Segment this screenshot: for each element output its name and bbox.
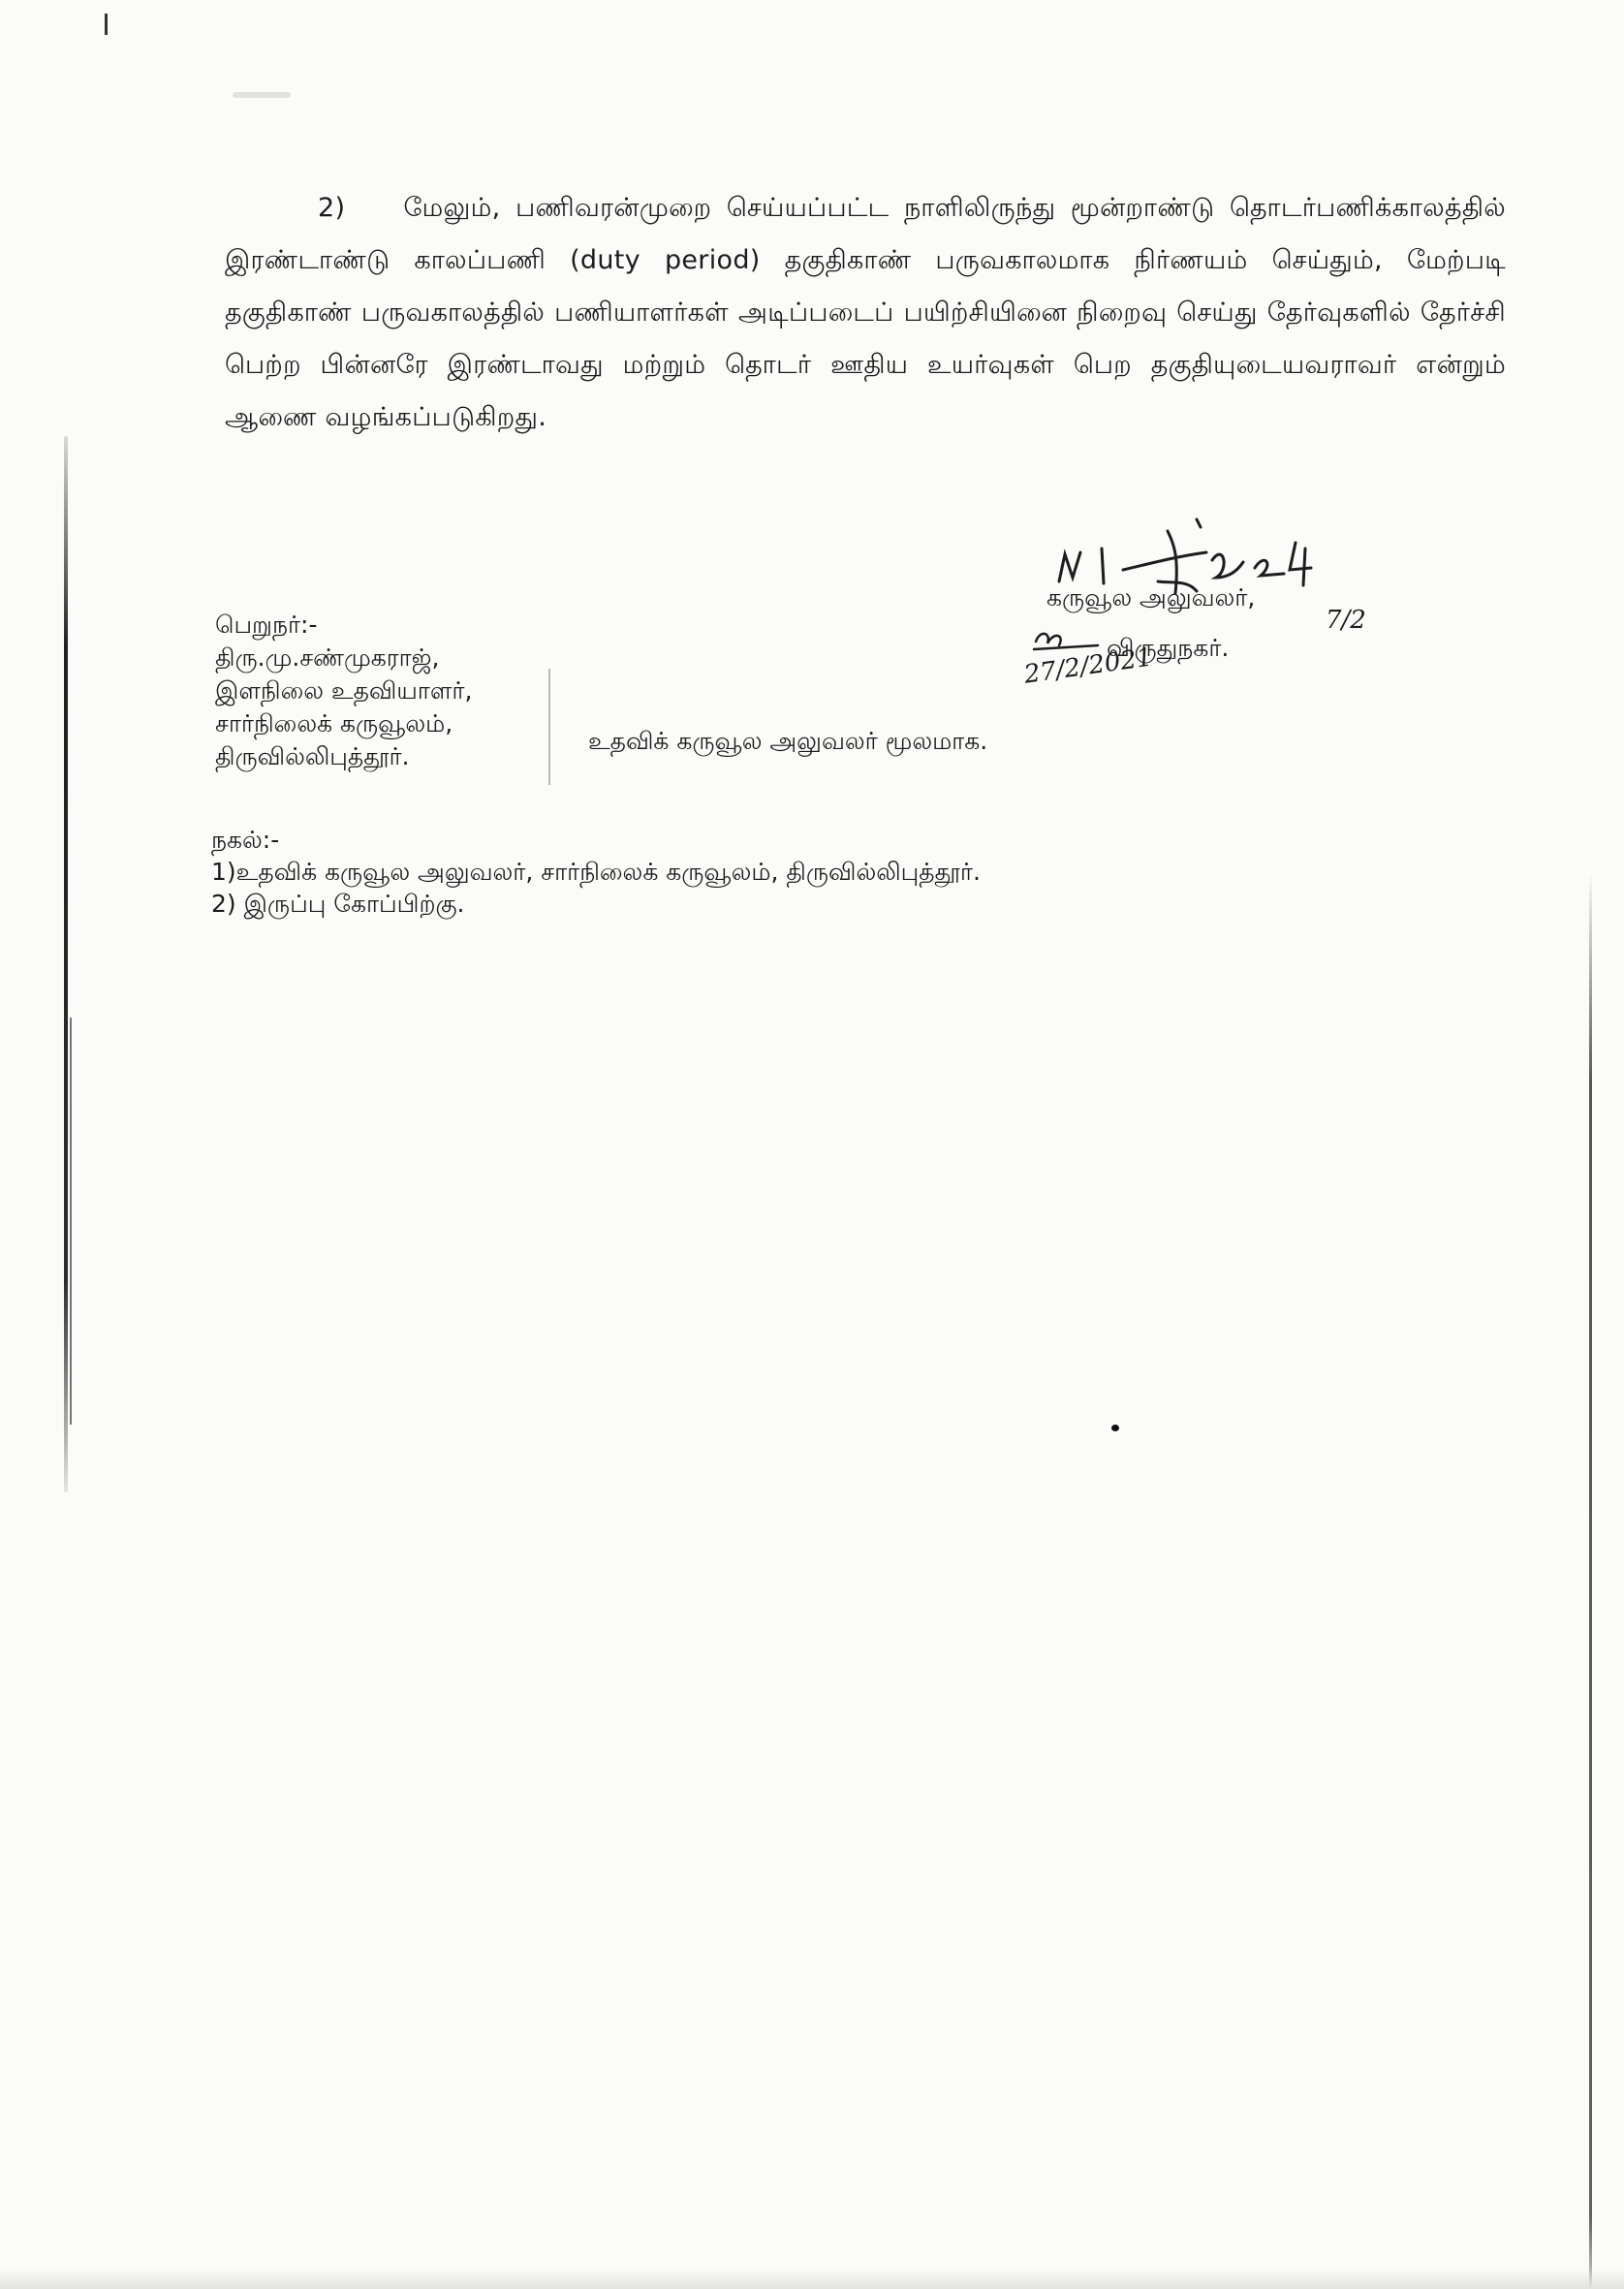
recipient-block (215, 609, 472, 773)
routing-note: உதவிக் கருவூல அலுவலர் மூலமாக. (588, 727, 988, 755)
signature-initial: 7/2 (1326, 606, 1366, 635)
recipient-line: திருவில்லிபுத்தூர். (215, 742, 410, 770)
scan-edge-shadow-right (1589, 872, 1592, 2287)
signatory-designation: கருவூல அலுவலர், (1046, 583, 1256, 611)
signature-date: 27/2/2021 (1022, 643, 1155, 690)
scan-mark (105, 14, 108, 35)
recipient-line: சார்நிலைக் கருவூலம், (215, 709, 453, 737)
copy-to-heading: நகல்:- (211, 826, 280, 854)
copy-to-item: 2) இருப்பு கோப்பிற்கு. (211, 890, 465, 918)
copy-to-item: 1)உதவிக் கருவூல அலுவலர், சார்நிலைக் கருவூலம், திருவில்லிபுத்தூர். (211, 858, 981, 886)
paragraph-text: மேலும், பணிவரன்முறை செய்யப்பட்ட நாளிலிருந்து மூன்றாண்டு தொடர்பணிக்காலத்தில் இரண்டாண்டு காலப்பணி (duty period) தகுதிகாண் பருவகாலமாக நிர்ணயம் செய்தும், மேற்படி தகுதிகாண் பருவகாலத்தில் பணியாளர்கள் அடிப்படைப் பயிற்சியினை நிறைவு செய்து தேர்வுகளில் தேர்ச்சி பெற்ற பின்னரே இரண்டாவது மற்றும் தொடர் ஊதிய உயர்வுகள் பெற தகுதியுடையவராவர் என்றும் ஆணை வழங்கப்படுகிறது. (225, 193, 1506, 432)
recipient-heading: பெறுநர்:- (215, 611, 318, 639)
scan-edge-shadow-left (64, 436, 68, 1492)
scan-edge-shadow-left-inner (70, 1018, 72, 1425)
recipient-line: இளநிலை உதவியாளர், (215, 676, 473, 705)
order-paragraph (225, 182, 1506, 444)
recipient-line: திரு.மு.சண்முகராஜ், (215, 643, 440, 672)
scan-smudge (233, 92, 291, 98)
scan-bottom-edge (0, 2268, 1624, 2289)
recipient-divider (548, 669, 550, 785)
signatory-office: விருதுநகர். (1107, 634, 1230, 662)
scan-dot (1111, 1425, 1119, 1431)
copy-to-block (211, 824, 981, 920)
paragraph-number: 2) (318, 193, 346, 223)
